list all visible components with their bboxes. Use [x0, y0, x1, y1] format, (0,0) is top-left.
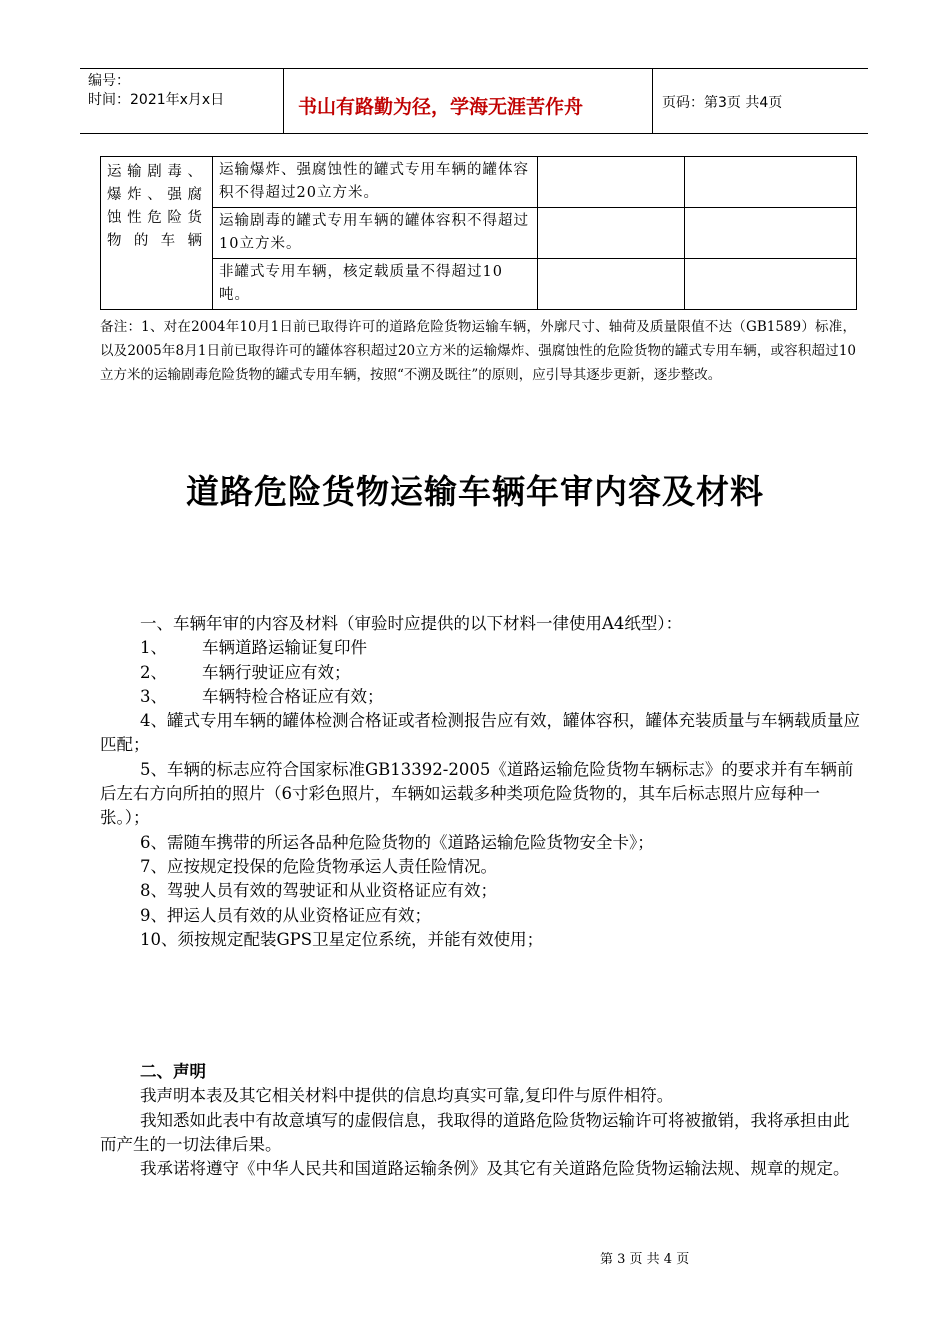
- table-cell-empty: [538, 208, 685, 259]
- table-cell-empty: [685, 259, 857, 310]
- list-item-text: 车辆行驶证应有效；: [202, 662, 351, 682]
- table-cell-empty: [685, 208, 857, 259]
- list-item-number: 2、: [140, 662, 167, 682]
- header-motto: 书山有路勤为径，学海无涯苦作舟: [298, 96, 584, 118]
- list-item: 6、需随车携带的所运各品种危险货物的《道路运输危险货物安全卡》；: [140, 832, 654, 852]
- table-category-cell: 运输剧毒、爆炸、强腐蚀性危险货物的车辆: [101, 157, 213, 310]
- page-title: 道路危险货物运输车辆年审内容及材料: [186, 472, 764, 511]
- header-time: 时间：2021年x月x日: [88, 92, 225, 108]
- table-cell-empty: [538, 157, 685, 208]
- list-item: 5、车辆的标志应符合国家标准GB13392-2005《道路运输危险货物车辆标志》的要求并有车辆前后左右方向所拍的照片（6寸彩色照片，车辆如运载多种类项危险货物的，其车后标志照片应每种一张。）；: [100, 759, 854, 828]
- list-item: 4、罐式专用车辆的罐体检测合格证或者检测报告应有效，罐体容积，罐体充装质量与车辆载质量应匹配；: [100, 711, 860, 755]
- list-item-text: 车辆特检合格证应有效；: [202, 686, 384, 706]
- list-item: [100, 661, 860, 685]
- table-note: 备注：1、对在2004年10月1日前已取得许可的道路危险货物运输车辆，外廓尺寸、轴荷及质量限值不达（GB1589）标准，以及2005年8月1日前已取得许可的罐体容积超过20立方米的运输爆炸、强腐蚀性的危险货物的罐式专用车辆，或容积超过10立方米的运输剧毒危险货物的罐式专用车辆，按照“不溯及既往”的原则，应引导其逐步更新，逐步整改。: [100, 319, 856, 383]
- table-row: [101, 157, 857, 208]
- vehicle-spec-table: [100, 156, 857, 310]
- table-cell: 运输爆炸、强腐蚀性的罐式专用车辆的罐体容积不得超过20立方米。: [213, 157, 538, 208]
- header-divider-left: [283, 68, 284, 133]
- header-top-rule: [80, 68, 868, 69]
- declaration-paragraph: 我承诺将遵守《中华人民共和国道路运输条例》及其它有关道路危险货物运输法规、规章的规定。: [140, 1159, 850, 1179]
- header-serial: 编号：: [88, 73, 130, 89]
- list-item-text: 车辆道路运输证复印件: [202, 638, 367, 658]
- list-item: 9、押运人员有效的从业资格证应有效；: [140, 905, 431, 925]
- table-row: [101, 208, 857, 259]
- table-cell: 运输剧毒的罐式专用车辆的罐体容积不得超过10立方米。: [213, 208, 538, 259]
- list-item: 8、驾驶人员有效的驾驶证和从业资格证应有效；: [140, 881, 497, 901]
- table-cell-empty: [685, 157, 857, 208]
- section-heading: 二、声明: [140, 1062, 206, 1081]
- section-heading: 一、车辆年审的内容及材料（审验时应提供的以下材料一律使用A4纸型）：: [140, 614, 683, 633]
- declaration-paragraph: 我知悉如此表中有故意填写的虚假信息，我取得的道路危险货物运输许可将被撤销，我将承担由此而产生的一切法律后果。: [100, 1110, 850, 1154]
- table-cell: 非罐式专用车辆，核定载质量不得超过10吨。: [213, 259, 538, 310]
- list-item-number: 3、: [140, 686, 167, 706]
- list-item: [100, 685, 860, 709]
- declaration-paragraph: 我声明本表及其它相关材料中提供的信息均真实可靠,复印件与原件相符。: [140, 1086, 674, 1106]
- header-divider-right: [652, 68, 653, 133]
- header-page: 页码：第3页 共4页: [662, 95, 783, 111]
- section-declaration: [100, 1060, 860, 1181]
- section-materials: [100, 612, 860, 952]
- list-item: [100, 636, 860, 660]
- table-row: [101, 259, 857, 310]
- page-footer: 第 3 页 共 4 页: [600, 1252, 690, 1267]
- header-bottom-rule: [80, 133, 868, 134]
- list-item: 7、应按规定投保的危险货物承运人责任险情况。: [140, 856, 497, 876]
- list-item-number: 1、: [140, 638, 167, 658]
- table-cell-empty: [538, 259, 685, 310]
- list-item: 10、须按规定配装GPS卫星定位系统，并能有效使用；: [140, 929, 544, 949]
